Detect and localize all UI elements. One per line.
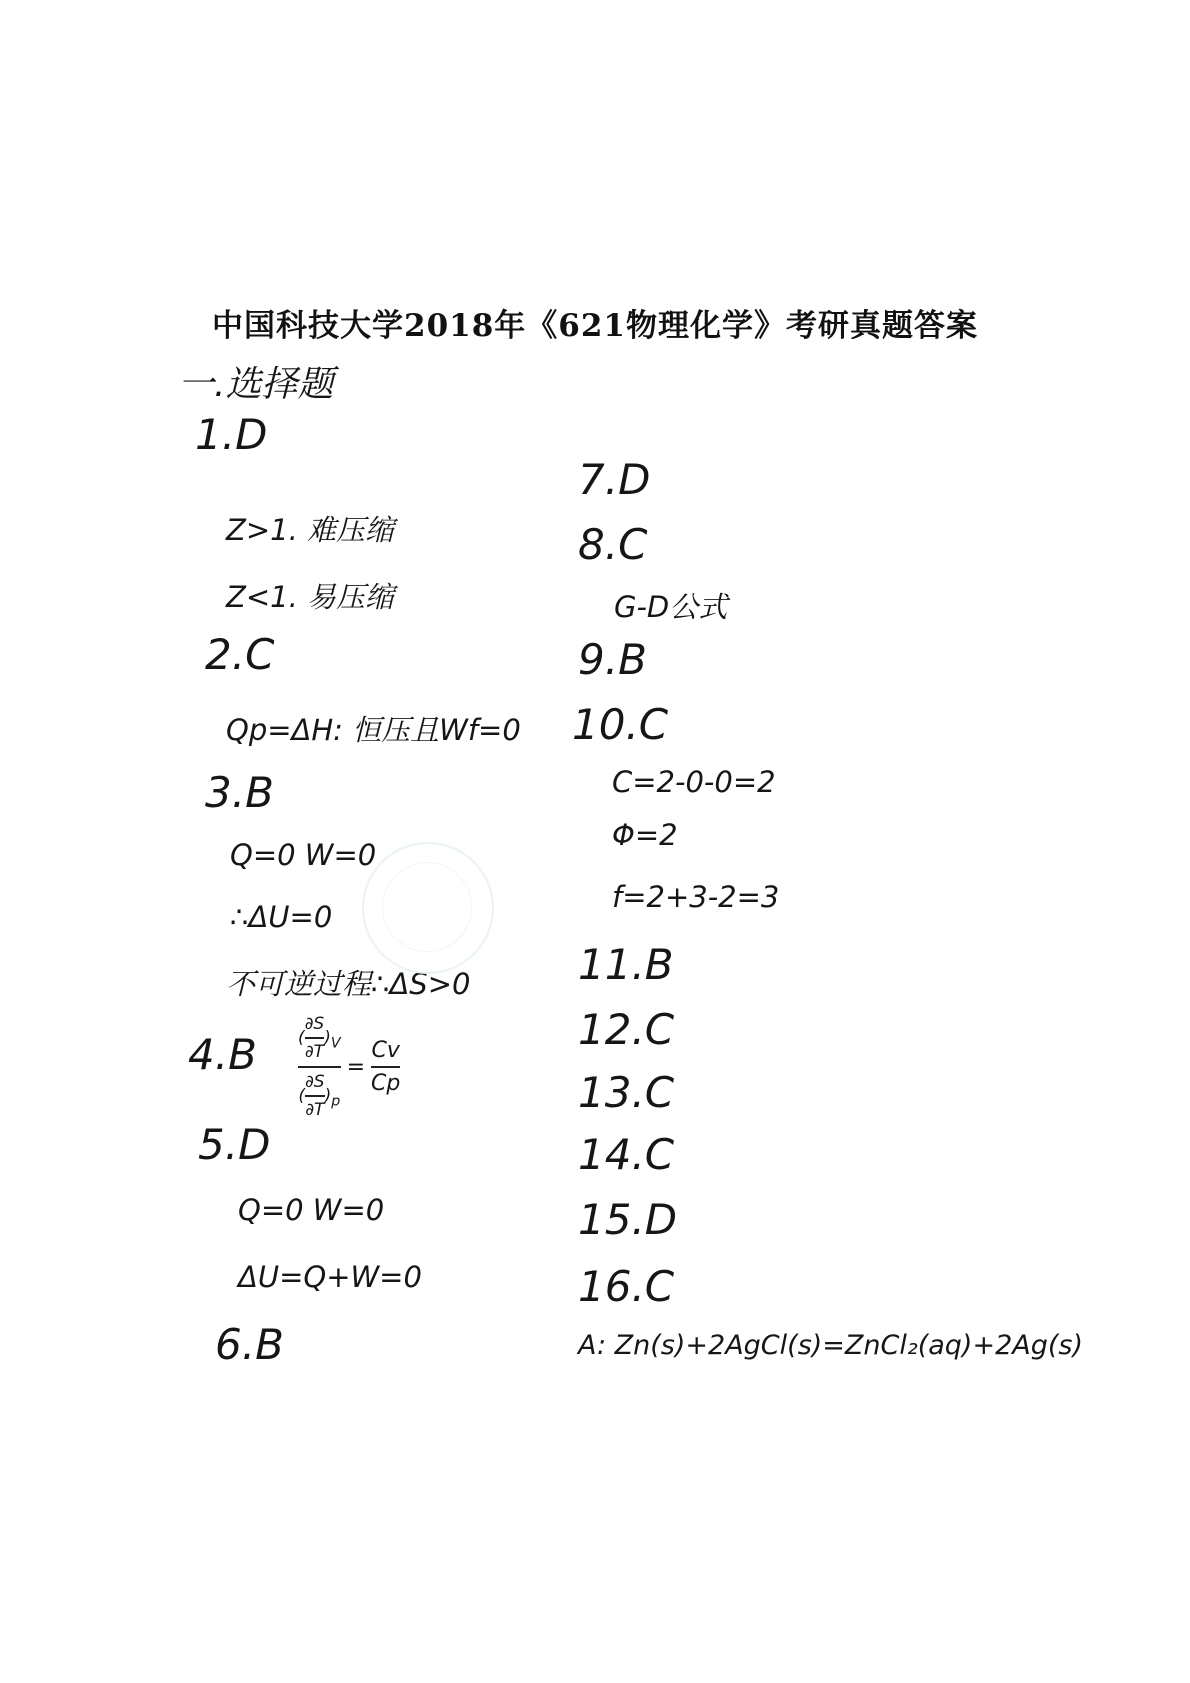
- formula-q4-den-top: ∂S: [304, 1072, 325, 1092]
- document-title: 中国科技大学2018年《621物理化学》考研真题答案: [212, 308, 978, 344]
- note-q3-line3: 不可逆过程∴ΔS>0: [226, 967, 471, 1001]
- formula-q4-num-top: ∂S: [304, 1014, 325, 1034]
- answer-q9: 9.B: [578, 635, 647, 684]
- formula-q4-den-sub: p: [331, 1093, 341, 1110]
- note-q10-line1: C=2-0-0=2: [612, 765, 776, 799]
- formula-q4-numerator: ( $\frac{\partial S}{\partial T}$ )$_V$: [298, 1014, 341, 1062]
- answer-q10: 10.C: [572, 700, 669, 749]
- note-q8: G-D公式: [614, 590, 728, 624]
- answer-q16: 16.C: [578, 1262, 675, 1311]
- note-q5-line2: ΔU=Q+W=0: [238, 1260, 422, 1294]
- formula-q4-num-bottom: ∂T: [304, 1042, 325, 1062]
- answer-q2: 2.C: [205, 630, 275, 679]
- answer-q7: 7.D: [578, 455, 651, 504]
- note-q10-line2: Φ=2: [612, 818, 678, 852]
- formula-q4-rhs-bottom: Cp: [371, 1071, 401, 1096]
- answer-q6: 6.B: [215, 1320, 284, 1369]
- note-q3-line1: Q=0 W=0: [230, 838, 377, 872]
- note-q10-line3: f=2+3-2=3: [612, 880, 780, 914]
- note-q16-reaction: A: Zn(s)+2AgCl(s)=ZnCl₂(aq)+2Ag(s): [578, 1330, 1083, 1361]
- answer-q8: 8.C: [578, 520, 648, 569]
- note-q1-line1: Z>1. 难压缩: [226, 513, 395, 547]
- answer-q11: 11.B: [578, 940, 674, 989]
- note-q2: Qp=ΔH: 恒压且Wf=0: [226, 713, 521, 747]
- section-heading-multiple-choice: 一.选择题: [178, 364, 334, 405]
- answer-q3: 3.B: [205, 768, 274, 817]
- answer-q5: 5.D: [198, 1120, 271, 1169]
- note-q3-line2: ∴ΔU=0: [230, 900, 333, 934]
- note-q5-line1: Q=0 W=0: [238, 1193, 385, 1227]
- formula-q4-denominator: ( $\frac{\partial S}{\partial T}$ )$_p$: [298, 1072, 341, 1120]
- answer-q12: 12.C: [578, 1005, 675, 1054]
- answer-q13: 13.C: [578, 1068, 675, 1117]
- formula-q4-num-sub: V: [330, 1035, 341, 1052]
- formula-q4-rhs-top: Cv: [371, 1038, 400, 1063]
- formula-q4-left-fraction: [298, 1014, 341, 1120]
- formula-q4-den-bottom: ∂T: [305, 1100, 325, 1120]
- formula-q4-equals: =: [346, 1054, 365, 1080]
- formula-q4: [298, 1014, 400, 1120]
- answer-q1: 1.D: [195, 410, 268, 459]
- answer-q4: 4.B: [188, 1030, 257, 1079]
- answer-q15: 15.D: [578, 1195, 678, 1244]
- answer-q14: 14.C: [578, 1130, 675, 1179]
- faint-watermark-seal: [362, 842, 494, 974]
- formula-q4-right-fraction: [371, 1038, 400, 1096]
- note-q1-line2: Z<1. 易压缩: [226, 580, 395, 614]
